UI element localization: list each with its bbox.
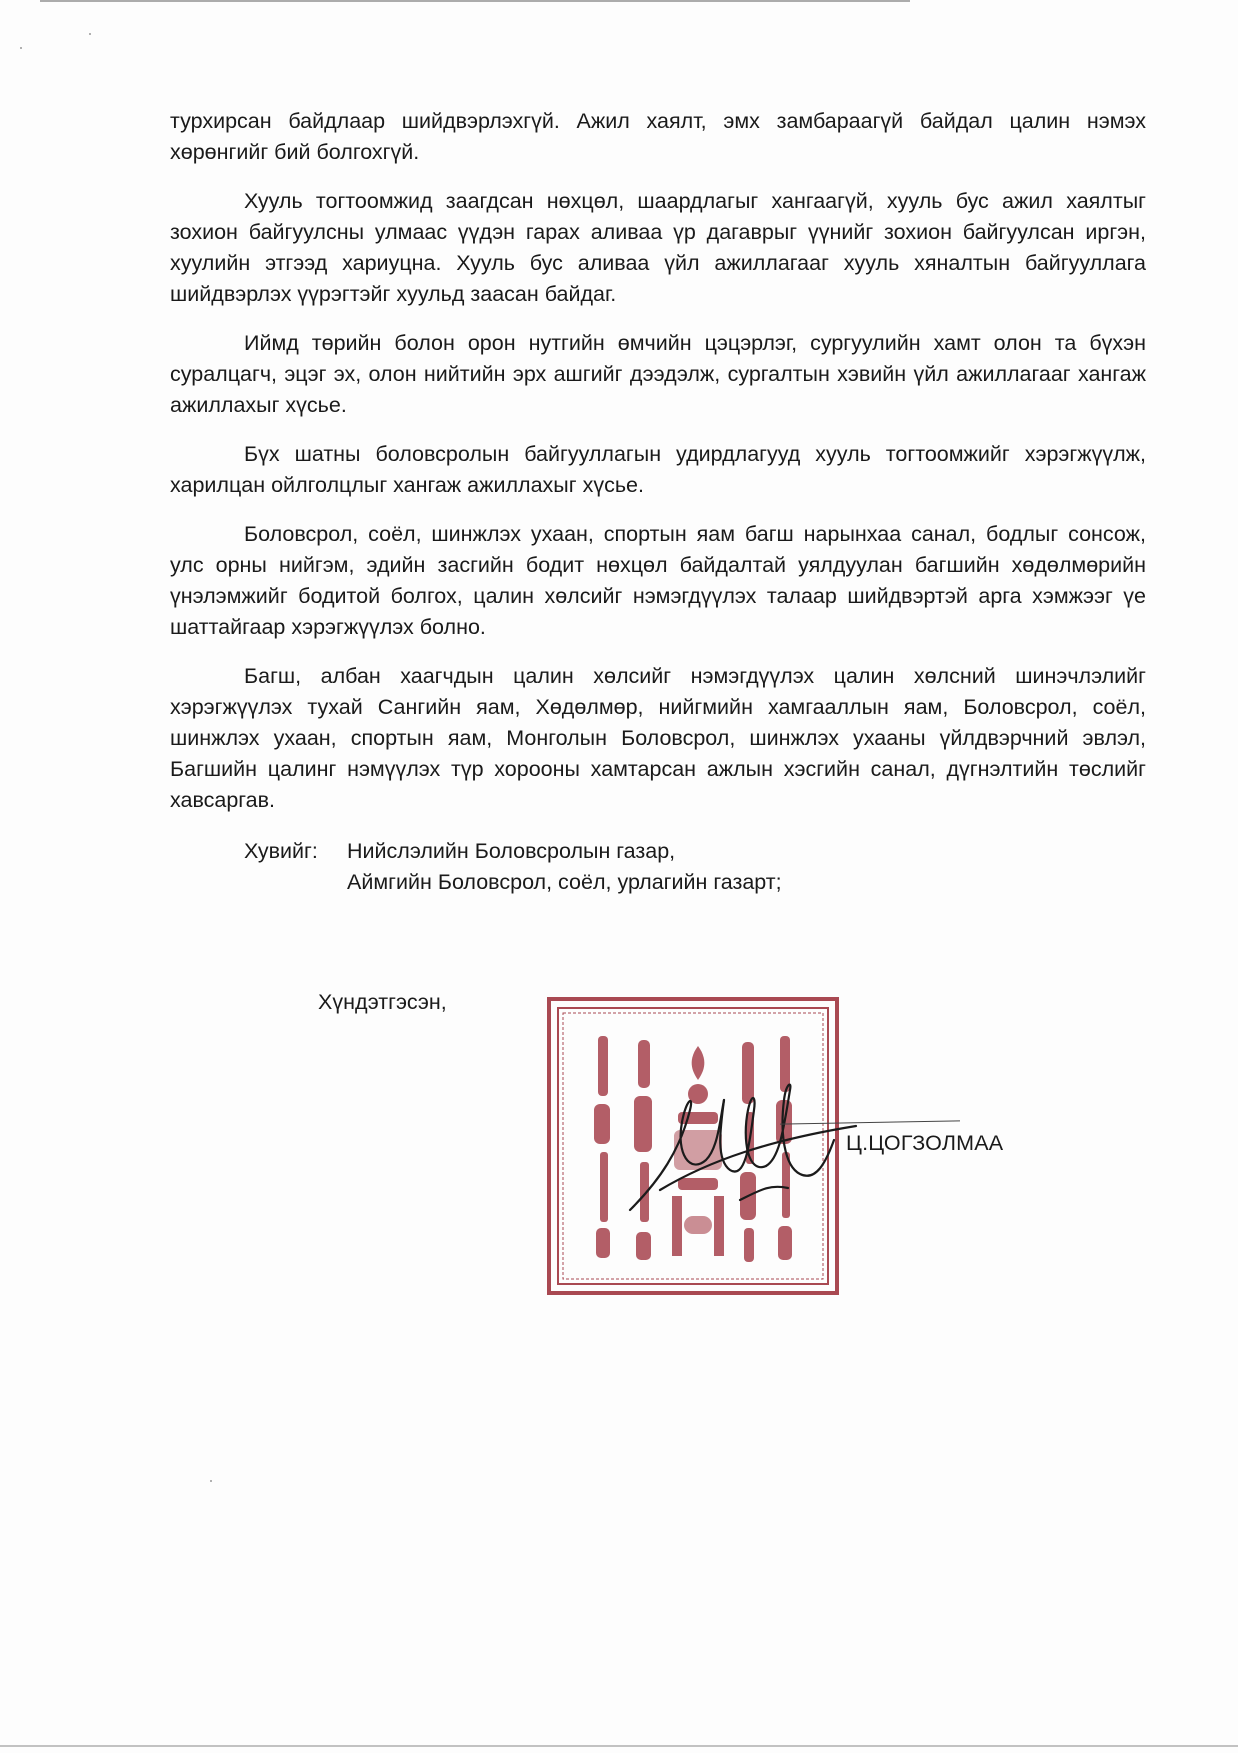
scan-speck xyxy=(210,1480,212,1482)
copy-recipient-1: Нийслэлийн Боловсролын газар, xyxy=(347,839,676,863)
copy-recipients xyxy=(244,836,782,898)
scan-edge-top xyxy=(40,0,910,2)
paragraph-5: Боловсрол, соёл, шинжлэх ухаан, спортын яам багш нарынхаа санал, бодлыг сонсож, улс орны нийгэм, эдийн засгийн бодит нөхцөл байдалтай уялдуулан багшийн хөдөлмөрийн үнэлэмжийг бодитой болгох, цалин хөлсийг нэмэгдүүлэх талаар шийдвэртэй арга хэмжээг үе шаттайгаар хэрэгжүүлэх болно. xyxy=(170,522,1146,639)
copy-recipient-2: Аймгийн Боловсрол, соёл, урлагийн газарт; xyxy=(347,870,782,894)
signer-name: Ц.ЦОГЗОЛМАА xyxy=(846,1131,1004,1155)
scan-speck xyxy=(20,47,22,49)
handwritten-signature xyxy=(620,1070,860,1220)
closing-salutation: Хүндэтгэсэн, xyxy=(318,990,447,1014)
paragraph-4: Бүх шатны боловсролын байгууллагын удирдлагууд хууль тогтоомжийг хэрэгжүүлж, харилцан ойлголцлыг хангаж ажиллахыг хүсье. xyxy=(170,442,1146,497)
paragraph-2: Хууль тогтоомжид заагдсан нөхцөл, шаардлагыг хангаагүй, хууль бус ажил хаялтыг зохион байгуулсны улмаас үүдэн гарах аливаа үр дагаврыг үүнийг зохион байгуулсан иргэн, хуулийн этгээд хариуцна. Хууль бус аливаа үйл ажиллагааг хууль хяналтын байгууллага шийдвэрлэх үүрэгтэйг хуульд заасан байдаг. xyxy=(170,189,1146,306)
paragraph-6: Багш, албан хаагчдын цалин хөлсийг нэмэгдүүлэх цалин хөлсний шинэчлэлийг хэрэгжүүлэх тухай Сангийн яам, Хөдөлмөр, нийгмийн хамгааллын яам, Боловсрол, соёл, шинжлэх ухаан, спортын яам, Монголын Боловсрол, шинжлэх ухааны үйлдвэрчний эвлэл, Багшийн цалинг нэмүүлэх түр хорооны хамтарсан ажлын хэсгийн санал, дүгнэлтийн төслийг хавсаргав. xyxy=(170,664,1146,812)
scan-edge-bottom xyxy=(0,1745,1238,1747)
scan-speck xyxy=(89,33,91,35)
letter-body xyxy=(170,106,1146,834)
paragraph-3: Иймд төрийн болон орон нутгийн өмчийн цэцэрлэг, сургуулийн хамт олон та бүхэн суралцагч, эцэг эх, олон нийтийн эрх ашгийг дээдэлж, сургалтын хэвийн үйл ажиллагааг хангаж ажиллахыг хүсье. xyxy=(170,331,1146,417)
paragraph-1: турхирсан байдлаар шийдвэрлэхгүй. Ажил хаялт, эмх замбараагүй байдал цалин нэмэх хөрөнгийг бий болгохгүй. xyxy=(170,109,1146,164)
copy-label: Хувийг: xyxy=(244,839,318,863)
